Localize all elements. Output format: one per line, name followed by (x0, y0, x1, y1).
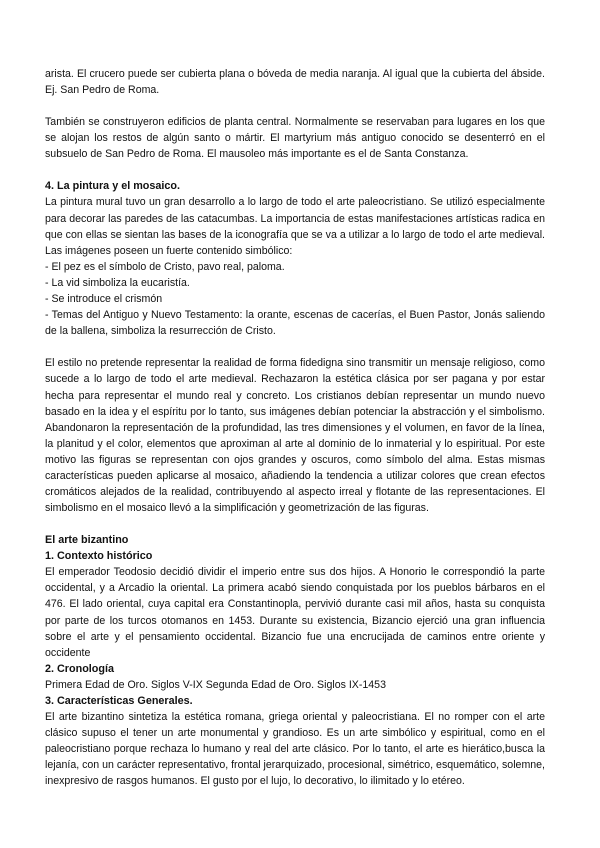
paragraph-cronologia: Primera Edad de Oro. Siglos V-IX Segunda Edad de Oro. Siglos IX-1453 (45, 678, 386, 691)
paragraph-contexto: El emperador Teodosio decidió dividir el imperio entre sus dos hijos. A Honorio le correspondió la parte occidental, y a Arcadio la oriental. La primera acabó siendo conquistada por los pueblos bárbaros en el 476. El lado oriental, cuya capital era Constantinopla, pervivió durante casi mil años, hasta su conquista por parte de los turcos otomanos en 1453. Durante su existencia, Bizancio ejerció una gran influencia sobre el arte y el pensamiento occidental. Bizancio fue una encrucijada de caminos entre oriente y occidente (45, 566, 545, 659)
document-page (45, 66, 545, 789)
list-item-vid: - La vid simboliza la eucaristía. (45, 276, 190, 289)
list-item-pez: - El pez es el símbolo de Cristo, pavo real, paloma. (45, 260, 285, 273)
paragraph-planta-central: También se construyeron edificios de planta central. Normalmente se reservaban para lugares en los que se alojan los restos de algún santo o mártir. El martyrium más antiguo conocido se desenterró en el subsuelo de San Pedro de Roma. El mausoleo más importante es el de Santa Constanza. (45, 116, 545, 161)
heading-pintura-mosaico: 4. La pintura y el mosaico. (45, 180, 181, 193)
paragraph-estilo: El estilo no pretende representar la realidad de forma fidedigna sino transmitir un mensaje religioso, como sucede a lo largo de todo el arte medieval. Rechazaron la estética clásica por ser pagana y por estar hecha para representar el mundo real y concreto. Los cristianos debían representar un mundo nuevo basado en la idea y el espíritu por lo tanto, sus imágenes debían potenciar la abstracción y el simbolismo. Abandonaron la representación de la profundidad, las tres dimensiones y el volumen, en favor de la línea, la planitud y el color, elementos que aproximan al arte al dominio de lo inmaterial y lo espiritual. Por este motivo las figuras se representan con ojos grandes y oscuros, como símbolo del alma. Estas mismas características pueden aplicarse al mosaico, añadiendo la tendencia a utilizar colores que crean efectos cromáticos alejados de la realidad, contribuyendo al aspecto irreal y flotante de las representaciones. El simbolismo en el mosaico llevó a la simplificación y geometrización de las figuras. (45, 357, 545, 515)
heading-arte-bizantino: El arte bizantino (45, 534, 129, 547)
paragraph-pintura-intro: La pintura mural tuvo un gran desarrollo a lo largo de todo el arte paleocristiano. Se utilizó especialmente para decorar las paredes de las catacumbas. La importancia de estas manifestaciones artísticas radica en que con ellas se sientan las bases de la iconografía que se va a utilizar a lo largo de todo el arte medieval. Las imágenes poseen un fuerte contenido simbólico: (45, 196, 545, 257)
paragraph-crucero: arista. El crucero puede ser cubierta plana o bóveda de media naranja. Al igual que la cubierta del ábside. Ej. San Pedro de Roma. (45, 68, 545, 97)
list-item-crismon: - Se introduce el crismón (45, 293, 163, 306)
heading-cronologia: 2. Cronología (45, 662, 114, 675)
heading-contexto-historico: 1. Contexto histórico (45, 550, 153, 563)
paragraph-caracteristicas: El arte bizantino sintetiza la estética romana, griega oriental y paleocristiana. El no romper con el arte clásico supuso el tener un arte monumental y grandioso. Es un arte simbólico y espiritual, como en el paleocristiano porque rechaza lo humano y real del arte clásico. Por lo tanto, el arte es hierático,busca la lejanía, con un carácter representativo, frontal jerarquizado, procesional, simétrico, esquemático, solemne, inexpresivo de rasgos humanos. El gusto por el lujo, lo decorativo, lo ilimitado y lo etéreo. (45, 710, 545, 788)
heading-caracteristicas: 3. Características Generales. (45, 694, 193, 707)
list-item-temas: - Temas del Antiguo y Nuevo Testamento: la orante, escenas de cacerías, el Buen Pastor, Jonás saliendo de la ballena, simboliza la resurrección de Cristo. (45, 309, 545, 338)
